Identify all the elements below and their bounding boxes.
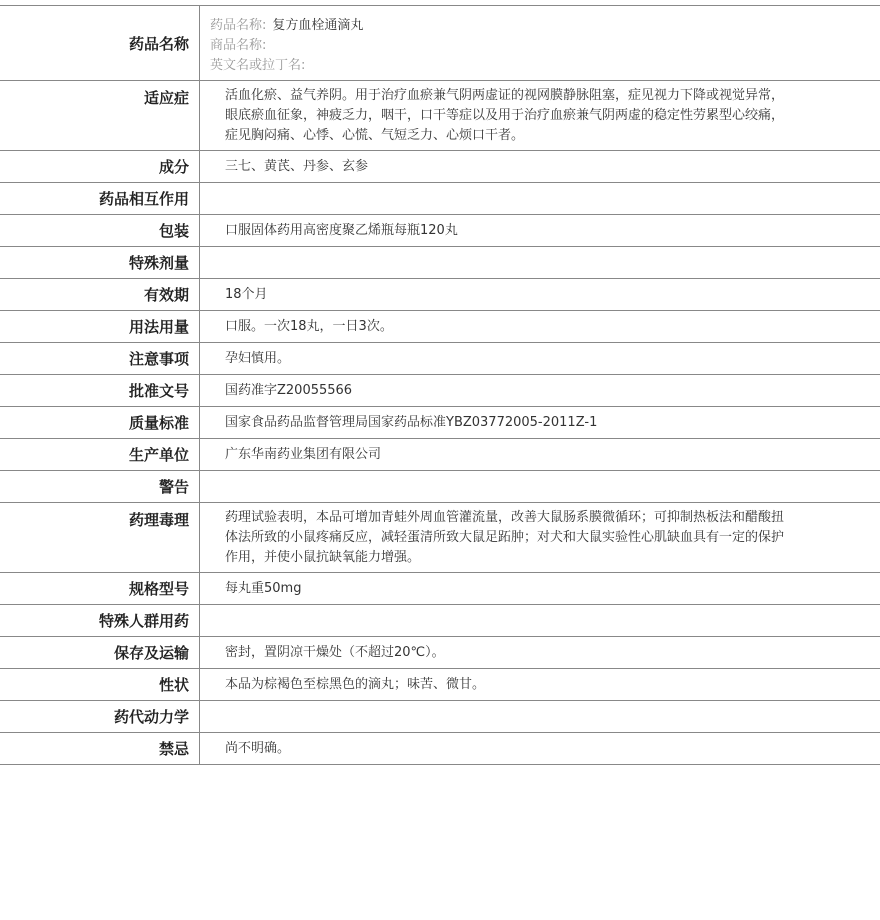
drug-name-line: [210, 16, 790, 36]
row-label: 保存及运输: [0, 637, 200, 668]
row-packaging: [0, 215, 880, 247]
row-label: 特殊剂量: [0, 247, 200, 278]
row-value: 本品为棕褐色至棕黑色的滴丸；味苦、微甘。: [225, 677, 486, 692]
row-label: 生产单位: [0, 439, 200, 470]
row-label: 性状: [0, 669, 200, 700]
row-contraindications: [0, 733, 880, 765]
row-pharmacokinetics: [0, 701, 880, 733]
row-value: [200, 183, 880, 214]
row-value: 每丸重50mg: [225, 581, 302, 596]
row-value: 口服固体药用高密度聚乙烯瓶每瓶120丸: [225, 223, 458, 238]
row-value: 国药准字Z20055566: [225, 383, 353, 398]
row-value: 广东华南药业集团有限公司: [225, 447, 382, 462]
row-indications: [0, 81, 880, 151]
row-specification: [0, 573, 880, 605]
row-value: 密封，置阴凉干燥处（不超过20℃）。: [225, 645, 445, 660]
row-usage-dosage: [0, 311, 880, 343]
row-quality-standard: [0, 407, 880, 439]
row-label: 用法用量: [0, 311, 200, 342]
latin-name-line: [210, 56, 790, 76]
row-value: 孕妇慎用。: [225, 351, 291, 366]
row-value: 口服。一次18丸，一日3次。: [225, 319, 393, 334]
row-label: 警告: [0, 471, 200, 502]
row-special-populations: [0, 605, 880, 637]
row-label: 药代动力学: [0, 701, 200, 732]
row-label: 药理毒理: [0, 503, 200, 572]
drug-name-block: [200, 6, 880, 80]
row-ingredients: [0, 151, 880, 183]
trade-name-line: [210, 36, 790, 56]
row-drug-interactions: [0, 183, 880, 215]
row-label: 质量标准: [0, 407, 200, 438]
name-value: 复方血栓通滴丸: [272, 18, 364, 33]
row-value: 18个月: [225, 287, 268, 302]
row-value: [200, 247, 880, 278]
row-special-dosage: [0, 247, 880, 279]
drug-spec-table: [0, 5, 880, 765]
row-shelf-life: [0, 279, 880, 311]
row-label: 规格型号: [0, 573, 200, 604]
row-label: 药品相互作用: [0, 183, 200, 214]
name-key: 英文名或拉丁名:: [210, 58, 306, 73]
row-label: 药品名称: [0, 6, 200, 80]
row-label: 成分: [0, 151, 200, 182]
row-value: [200, 605, 880, 636]
row-value: [200, 701, 880, 732]
name-key: 商品名称:: [210, 38, 267, 53]
row-label: 包装: [0, 215, 200, 246]
row-manufacturer: [0, 439, 880, 471]
row-label: 禁忌: [0, 733, 200, 764]
row-label: 特殊人群用药: [0, 605, 200, 636]
row-warning: [0, 471, 880, 503]
row-precautions: [0, 343, 880, 375]
row-drug-name: [0, 6, 880, 81]
row-value: 三七、黄芪、丹参、玄参: [225, 159, 369, 174]
row-description: [0, 669, 880, 701]
row-value: 药理试验表明，本品可增加青蛙外周血管灌流量，改善大鼠肠系膜微循环；可抑制热板法和醋酸扭体法所致的小鼠疼痛反应，减轻蛋清所致大鼠足跖肿；对犬和大鼠实验性心肌缺血具有一定的保护作用，并使小鼠抗缺氧能力增强。: [225, 510, 785, 565]
row-value: 国家食品药品监督管理局国家药品标准YBZ03772005-2011Z-1: [225, 415, 598, 430]
name-key: 药品名称:: [210, 18, 267, 33]
row-label: 批准文号: [0, 375, 200, 406]
row-label: 有效期: [0, 279, 200, 310]
row-pharmacology-toxicology: [0, 503, 880, 573]
row-approval-number: [0, 375, 880, 407]
row-storage-transport: [0, 637, 880, 669]
row-label: 适应症: [0, 81, 200, 150]
row-value: [200, 471, 880, 502]
row-label: 注意事项: [0, 343, 200, 374]
row-value: 尚不明确。: [225, 741, 291, 756]
row-value: 活血化瘀、益气养阴。用于治疗血瘀兼气阴两虚证的视网膜静脉阻塞，症见视力下降或视觉异常，眼底瘀血征象，神疲乏力，咽干，口干等症以及用于治疗血瘀兼气阴两虚的稳定性劳累型心绞痛，症见胸闷痛、心悸、心慌、气短乏力、心烦口干者。: [225, 88, 785, 143]
